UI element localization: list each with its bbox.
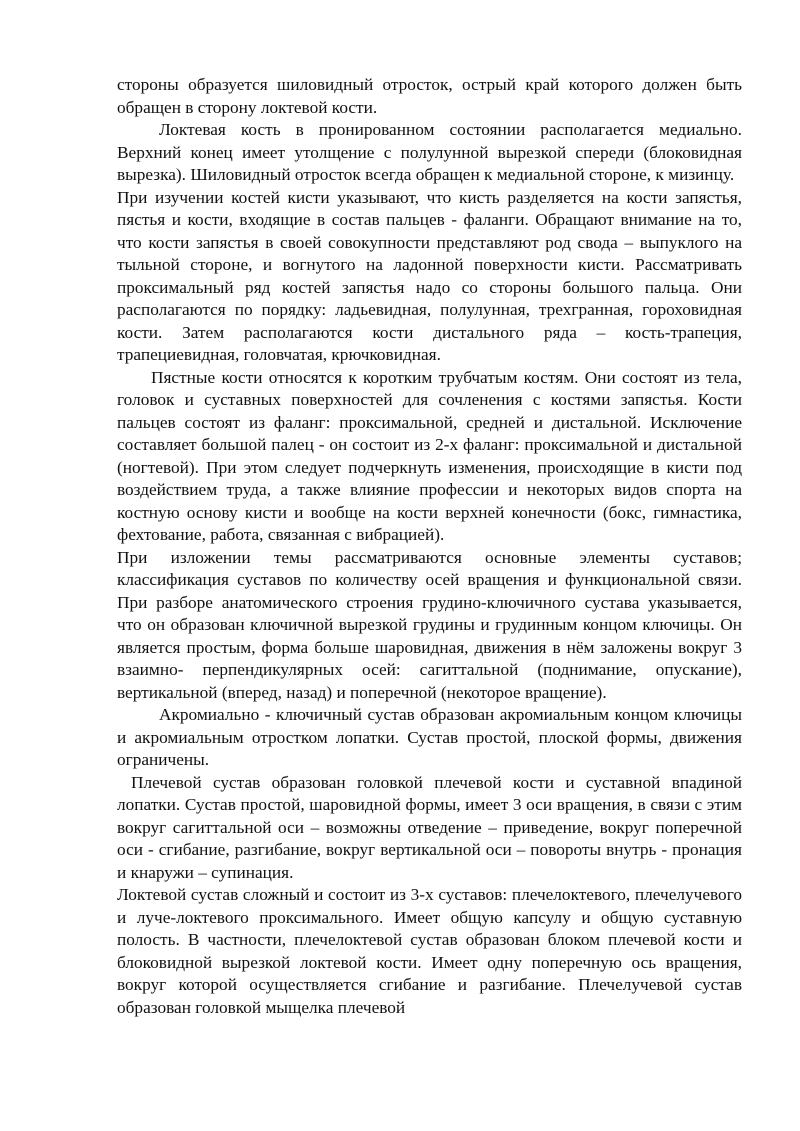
document-page xyxy=(117,74,742,1019)
paragraph-elbow-joint: Локтевой сустав сложный и состоит из 3-х суставов: плечелоктевого, плечелучевого и луче-локтевого проксимального. Имеет общую капсулу и общую суставную полость. В частности, плечелоктевой сустав образован блоком плечевой кости и блоковидной вырезкой локтевой кости. Имеет одну поперечную ось вращения, вокруг которой осуществляется сгибание и разгибание. Плечелучевой сустав образован головкой мыщелка плечевой xyxy=(117,885,742,1017)
paragraph-acromioclavicular-joint: Акромиально - ключичный сустав образован акромиальным концом ключицы и акромиальным отростком лопатки. Сустав простой, плоской формы, движения ограничены. xyxy=(117,705,742,769)
paragraph-ulna: Локтевая кость в пронированном состоянии располагается медиально. Верхний конец имеет утолщение с полулунной вырезкой спереди (блоковидная вырезка). Шиловидный отросток всегда обращен к медиальной стороне, к мизинцу. xyxy=(117,120,742,184)
paragraph-hand-bones: При изучении костей кисти указывают, что кисть разделяется на кости запястья, пястья и кости, входящие в состав пальцев - фаланги. Обращают внимание на то, что кости запястья в своей совокупности представляют род свода – выпуклого на тыльной стороне, и вогнутого на ладонной поверхности кисти. Рассматривать проксимальный ряд костей запястья надо со стороны большого пальца. Они располагаются по порядку: ладьевидная, полулунная, трехгранная, гороховидная кости. Затем располагаются кости дистального ряда – кость-трапеция, трапециевидная, головчатая, крючковидная. xyxy=(117,187,742,364)
paragraph-shoulder-joint: Плечевой сустав образован головкой плечевой кости и суставной впадиной лопатки. Сустав простой, шаровидной формы, имеет 3 оси вращения, в связи с этим вокруг сагиттальной оси – возможны отведение – приведение, вокруг поперечной оси - сгибание, разгибание, вокруг вертикальной оси – повороты внутрь - пронация и кнаружи – супинация. xyxy=(117,772,742,882)
paragraph-styloid-process: стороны образуется шиловидный отросток, острый край которого должен быть обращен в сторону локтевой кости. xyxy=(117,75,742,117)
paragraph-metacarpal-bones: Пястные кости относятся к коротким трубчатым костям. Они состоят из тела, головок и суставных поверхностей для сочленения с костями запястья. Кости пальцев состоят из фаланг: проксимальной, средней и дистальной. Исключение составляет большой палец - он состоит из 2-х фаланг: проксимальной и дистальной (ногтевой). При этом следует подчеркнуть изменения, происходящие в кисти под воздействием труда, а также влияние профессии и некоторых видов спорта на костную основу кисти и вообще на кости верхней конечности (бокс, гимнастика, фехтование, работа, связанная с вибрацией). xyxy=(117,367,742,544)
paragraph-joints-sternoclavicular: При изложении темы рассматриваются основные элементы суставов; классификация суставов по количеству осей вращения и функциональной связи. При разборе анатомического строения грудино-ключичного сустава указывается, что он образован ключичной вырезкой грудины и грудинным концом ключицы. Он является простым, форма больше шаровидная, движения в нём заложены вокруг 3 взаимно- перпендикулярных осей: сагиттальной (поднимание, опускание), вертикальной (вперед, назад) и поперечной (некоторое вращение). xyxy=(117,547,742,702)
